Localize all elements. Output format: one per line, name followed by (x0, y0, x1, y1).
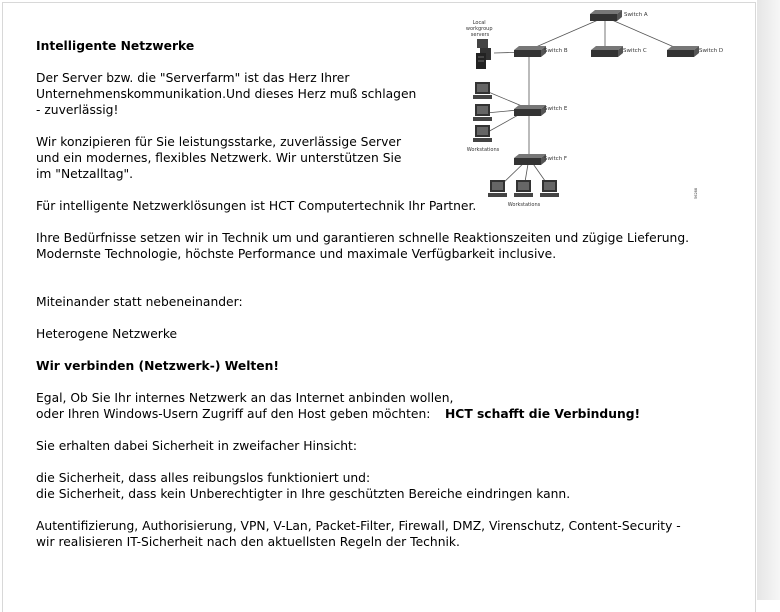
servers-caption (466, 20, 494, 38)
switch-c-label: Switch C (623, 48, 647, 54)
servers-caption-line: Local (472, 20, 486, 26)
security-intro: Sie erhalten dabei Sicherheit in zweifacher Hinsicht: (36, 439, 358, 453)
switch-f-label: Switch F (544, 156, 568, 162)
intro-line: Der Server bzw. die "Serverfarm" ist das Herz Ihrer (36, 71, 350, 85)
security-line: die Sicherheit, dass alles reibungslos funktioniert und: (36, 471, 371, 485)
connect-line-row (36, 406, 716, 422)
switch-a-label: Switch A (624, 12, 648, 18)
intro-line: Unternehmenskommunikation.Und dieses Herz muß schlagen (36, 87, 417, 101)
needs-line: Ihre Bedürfnisse setzen wir in Technik um und garantieren schnelle Reaktionszeiten und zügige Lieferung. (36, 231, 690, 245)
switch-e-label: Switch E (544, 106, 568, 112)
main-text (36, 38, 716, 550)
hetero-networks-line: Heterogene Netzwerke (36, 327, 178, 341)
itsec-line: wir realisieren IT-Sicherheit nach den aktuellsten Regeln der Technik. (36, 535, 460, 549)
connect-strong: HCT schafft die Verbindung! (445, 407, 641, 421)
servers-caption-line: servers (470, 32, 490, 38)
connect-line: oder Ihren Windows-Usern Zugriff auf den Host geben möchten: (36, 407, 431, 421)
workstations-e-label: Workstations (466, 147, 500, 153)
figure-id: 56288 (694, 187, 698, 199)
security-line: die Sicherheit, dass kein Unberechtigter in Ihre geschützten Bereiche eindringen kann. (36, 487, 571, 501)
worlds-heading: Wir verbinden (Netzwerk-) Welten! (36, 359, 279, 373)
itsec-line: Autentifizierung, Authorisierung, VPN, V-Lan, Packet-Filter, Firewall, DMZ, Virenschutz, Content-Security - (36, 519, 681, 533)
partner-statement: Für intelligente Netzwerklösungen ist HCT Computertechnik Ihr Partner. (36, 199, 477, 213)
workstations-f-label: Workstations (507, 202, 541, 208)
switch-d-label: Switch D (699, 48, 724, 54)
concept-line: und ein modernes, flexibles Netzwerk. Wir unterstützen Sie (36, 151, 402, 165)
together-line: Miteinander statt nebeneinander: (36, 295, 243, 309)
concept-line: im "Netzalltag". (36, 167, 134, 181)
concept-line: Wir konzipieren für Sie leistungsstarke, zuverlässige Server (36, 135, 402, 149)
page-side-shadow (757, 0, 780, 600)
servers-caption-line: workgroup (465, 26, 493, 32)
switch-a-icon (590, 10, 622, 21)
switch-b-label: Switch B (544, 48, 568, 54)
page-heading: Intelligente Netzwerke (36, 39, 195, 53)
connect-line: Egal, Ob Sie Ihr internes Netzwerk an das Internet anbinden wollen, (36, 391, 454, 405)
intro-line: - zuverlässig! (36, 103, 119, 117)
needs-line: Modernste Technologie, höchste Performance und maximale Verfügbarkeit inclusive. (36, 247, 557, 261)
